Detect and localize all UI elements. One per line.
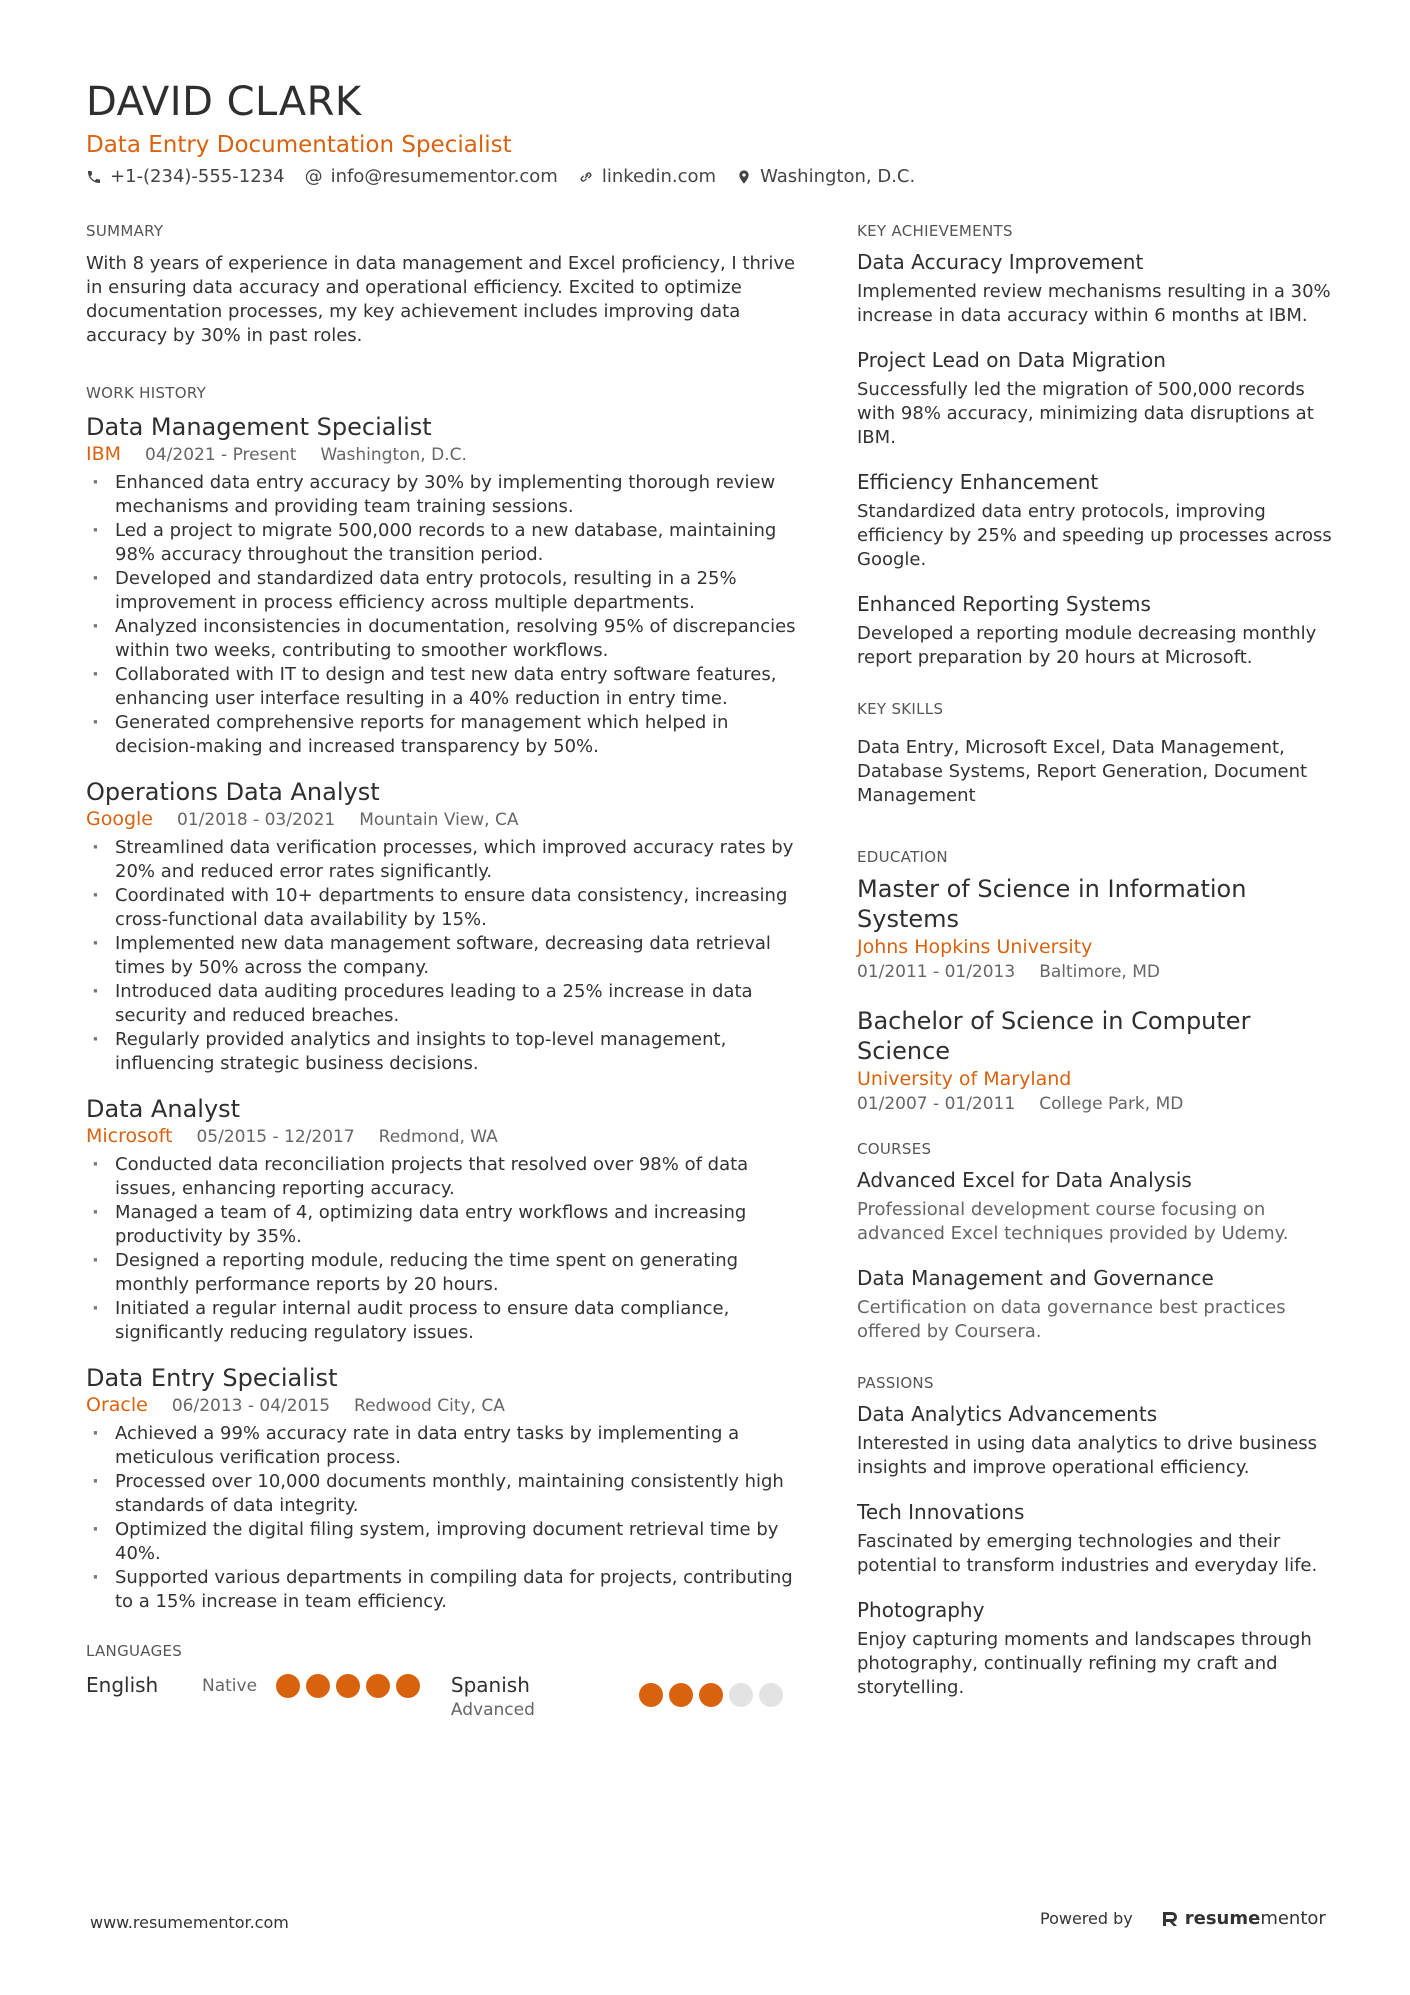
language-name: English <box>86 1673 159 1697</box>
language-name: Spanish <box>450 1673 530 1697</box>
courses-heading: COURSES <box>857 1140 932 1158</box>
achievements-item <box>857 590 1337 670</box>
passions-item-text: Enjoy capturing moments and landscapes through photography, continually refining my craft and storytelling. <box>857 1629 1312 1698</box>
job-dates: 04/2021 - Present <box>145 445 297 465</box>
job-bullet: · Regularly provided analytics and insights to top-level management, influencing strategic business decisions. <box>86 1028 801 1076</box>
language-rating <box>639 1683 783 1707</box>
courses-item-title: Advanced Excel for Data Analysis <box>857 1168 1192 1192</box>
contact-phone[interactable] <box>86 166 285 187</box>
brand-logo[interactable] <box>1161 1908 1326 1929</box>
skills-text: Data Entry, Microsoft Excel, Data Management, Database Systems, Report Generation, Document Management <box>857 737 1308 806</box>
rating-dot-filled <box>366 1674 390 1698</box>
rating-dot-filled <box>699 1683 723 1707</box>
contact-bar <box>86 166 1336 187</box>
rating-dot-filled <box>639 1683 663 1707</box>
job-bullet: · Implemented new data management software, decreasing data retrieval times by 50% across the company. <box>86 932 801 980</box>
job-bullet: · Collaborated with IT to design and test new data entry software features, enhancing user interface resulting in a 40% reduction in entry time. <box>86 663 801 711</box>
location-pin-icon <box>736 169 752 185</box>
achievements-item <box>857 468 1337 572</box>
job-bullet: · Designed a reporting module, reducing the time spent on generating monthly performance reports by 20 hours. <box>86 1249 801 1297</box>
job-bullet: · Managed a team of 4, optimizing data entry workflows and increasing productivity by 35%. <box>86 1201 801 1249</box>
education-school: University of Maryland <box>857 1068 1072 1090</box>
courses-section <box>857 1140 1337 1344</box>
passions-item <box>857 1596 1337 1700</box>
resumementor-logo-icon <box>1161 1910 1179 1928</box>
skills-section <box>857 700 1337 808</box>
education-section <box>857 848 1337 1116</box>
achievements-item-title: Enhanced Reporting Systems <box>857 592 1151 616</box>
courses-item-text: Certification on data governance best practices offered by Coursera. <box>857 1297 1286 1342</box>
education-location: College Park, MD <box>1039 1094 1184 1114</box>
contact-email[interactable] <box>305 166 558 187</box>
brand-rest: mentor <box>1260 1908 1326 1929</box>
job-bullet: · Conducted data reconciliation projects that resolved over 98% of data issues, enhancing reporting accuracy. <box>86 1153 801 1201</box>
work-history-section <box>86 384 801 1614</box>
language-spanish <box>451 1672 801 1722</box>
job-company: IBM <box>86 443 122 465</box>
at-icon: @ <box>304 165 323 187</box>
job-bullet: · Led a project to migrate 500,000 records to a new database, maintaining 98% accuracy throughout the transition period. <box>86 519 801 567</box>
achievements-item <box>857 346 1337 450</box>
job-dates: 06/2013 - 04/2015 <box>171 1396 331 1416</box>
education-school: Johns Hopkins University <box>857 936 1093 958</box>
passions-item-text: Interested in using data analytics to drive business insights and improve operational efficiency. <box>857 1433 1318 1478</box>
phone-text: +1-(234)-555-1234 <box>110 166 285 187</box>
job-title: Data Management Specialist <box>86 413 432 441</box>
achievements-item <box>857 248 1337 328</box>
work-history-heading: WORK HISTORY <box>86 384 207 402</box>
passions-item-title: Tech Innovations <box>857 1500 1025 1524</box>
rating-dot-empty <box>729 1683 753 1707</box>
job-company: Microsoft <box>86 1125 173 1147</box>
achievements-item-text: Successfully led the migration of 500,000 records with 98% accuracy, minimizing data disruptions at IBM. <box>857 379 1314 448</box>
job-bullet: · Initiated a regular internal audit process to ensure data compliance, significantly reducing regulatory issues. <box>86 1297 801 1345</box>
job-meta <box>86 807 801 832</box>
education-meta <box>857 1092 1337 1116</box>
powered-by-label: Powered by <box>1040 1909 1133 1928</box>
job-title: Operations Data Analyst <box>86 778 380 806</box>
achievements-item-title: Efficiency Enhancement <box>857 470 1099 494</box>
language-rating <box>276 1674 420 1698</box>
education-location: Baltimore, MD <box>1039 962 1160 982</box>
job-bullets <box>86 1422 801 1614</box>
job-bullet: · Streamlined data verification processes, which improved accuracy rates by 20% and reduced error rates significantly. <box>86 836 801 884</box>
job-list <box>86 412 801 1614</box>
skills-heading: KEY SKILLS <box>857 700 944 718</box>
passions-item-title: Data Analytics Advancements <box>857 1402 1158 1426</box>
location-text: Washington, D.C. <box>760 166 916 187</box>
job-bullet: · Optimized the digital filing system, improving document retrieval time by 40%. <box>86 1518 801 1566</box>
education-degree: Bachelor of Science in Computer Science <box>857 1007 1251 1065</box>
job-entry <box>86 1363 801 1614</box>
education-heading: EDUCATION <box>857 848 948 866</box>
education-degree: Master of Science in Information Systems <box>857 875 1247 933</box>
achievements-heading: KEY ACHIEVEMENTS <box>857 222 1013 240</box>
job-bullet: · Coordinated with 10+ departments to ensure data consistency, increasing cross-functional data availability by 15%. <box>86 884 801 932</box>
candidate-name: DAVID CLARK <box>86 79 362 125</box>
job-location: Washington, D.C. <box>320 445 467 465</box>
job-bullet: · Introduced data auditing procedures leading to a 25% increase in data security and reduced breaches. <box>86 980 801 1028</box>
language-info <box>451 1672 639 1722</box>
passions-item-text: Fascinated by emerging technologies and their potential to transform industries and everyday life. <box>857 1531 1318 1576</box>
job-meta <box>86 1393 801 1418</box>
achievements-item-title: Project Lead on Data Migration <box>857 348 1166 372</box>
footer-site-link[interactable]: www.resumementor.com <box>90 1913 289 1932</box>
job-bullet: · Supported various departments in compiling data for projects, contributing to a 15% increase in team efficiency. <box>86 1566 801 1614</box>
passions-item-title: Photography <box>857 1598 985 1622</box>
job-bullet: · Analyzed inconsistencies in documentation, resolving 95% of discrepancies within two weeks, contributing to smoother workflows. <box>86 615 801 663</box>
job-entry <box>86 412 801 759</box>
job-dates: 01/2018 - 03/2021 <box>177 810 336 830</box>
language-row <box>86 1672 801 1722</box>
footer-brand <box>1040 1908 1326 1929</box>
education-dates: 01/2007 - 01/2011 <box>857 1094 1016 1114</box>
rating-dot-filled <box>336 1674 360 1698</box>
summary-heading: SUMMARY <box>86 222 164 240</box>
achievements-section <box>857 222 1337 670</box>
passions-item <box>857 1400 1337 1480</box>
job-location: Mountain View, CA <box>359 810 519 830</box>
education-list <box>857 874 1337 1116</box>
rating-dot-empty <box>759 1683 783 1707</box>
passions-item <box>857 1498 1337 1578</box>
achievements-item-text: Standardized data entry protocols, improving efficiency by 25% and speeding up processes across Google. <box>857 501 1332 570</box>
education-item <box>857 1006 1337 1116</box>
email-text: info@resumementor.com <box>330 166 558 187</box>
job-bullet: · Processed over 10,000 documents monthly, maintaining consistently high standards of data integrity. <box>86 1470 801 1518</box>
job-meta <box>86 1124 801 1149</box>
summary-text: With 8 years of experience in data management and Excel proficiency, I thrive in ensuring data accuracy and operational efficiency. Excited to optimize documentation processes, my key achievement includes improving data accuracy by 30% in past roles. <box>86 253 796 346</box>
job-location: Redmond, WA <box>378 1127 498 1147</box>
education-item <box>857 874 1337 984</box>
right-column <box>857 222 1337 1740</box>
job-bullets <box>86 471 801 759</box>
rating-dot-filled <box>306 1674 330 1698</box>
achievements-item-title: Data Accuracy Improvement <box>857 250 1144 274</box>
courses-item-text: Professional development course focusing on advanced Excel techniques provided by Udemy. <box>857 1199 1289 1244</box>
summary-section <box>86 222 801 348</box>
courses-item <box>857 1264 1337 1344</box>
job-entry <box>86 777 801 1076</box>
job-company: Oracle <box>86 1394 148 1416</box>
link-icon <box>578 169 594 185</box>
rating-dot-filled <box>396 1674 420 1698</box>
job-meta <box>86 442 801 467</box>
job-location: Redwood City, CA <box>354 1396 505 1416</box>
phone-icon <box>86 169 102 185</box>
candidate-role: Data Entry Documentation Specialist <box>86 132 512 158</box>
language-level: Native <box>202 1676 258 1696</box>
achievement-list <box>857 248 1337 670</box>
job-bullets <box>86 836 801 1076</box>
language-level: Advanced <box>450 1700 535 1720</box>
languages-section <box>86 1642 801 1722</box>
rating-dot-filled <box>276 1674 300 1698</box>
job-title: Data Analyst <box>86 1095 241 1123</box>
achievements-item-text: Implemented review mechanisms resulting in a 30% increase in data accuracy within 6 months at IBM. <box>857 281 1331 326</box>
contact-location <box>736 166 915 187</box>
education-dates: 01/2011 - 01/2013 <box>857 962 1016 982</box>
linkedin-text: linkedin.com <box>601 166 717 187</box>
course-list <box>857 1166 1337 1344</box>
education-meta <box>857 960 1337 984</box>
job-entry <box>86 1094 801 1345</box>
brand-bold: resume <box>1184 1908 1261 1929</box>
job-bullet: · Generated comprehensive reports for management which helped in decision-making and increased transparency by 50%. <box>86 711 801 759</box>
passions-section <box>857 1374 1337 1700</box>
passions-heading: PASSIONS <box>857 1374 934 1392</box>
job-dates: 05/2015 - 12/2017 <box>196 1127 355 1147</box>
courses-item <box>857 1166 1337 1246</box>
language-english <box>86 1672 451 1698</box>
courses-item-title: Data Management and Governance <box>857 1266 1214 1290</box>
job-title: Data Entry Specialist <box>86 1364 338 1392</box>
job-company: Google <box>86 808 154 830</box>
rating-dot-filled <box>669 1683 693 1707</box>
left-column <box>86 222 801 1722</box>
job-bullets <box>86 1153 801 1345</box>
achievements-item-text: Developed a reporting module decreasing monthly report preparation by 20 hours at Microsoft. <box>857 623 1317 668</box>
header <box>86 76 1336 187</box>
languages-heading: LANGUAGES <box>86 1642 183 1660</box>
contact-linkedin[interactable] <box>578 166 716 187</box>
job-bullet: · Achieved a 99% accuracy rate in data entry tasks by implementing a meticulous verification process. <box>86 1422 801 1470</box>
passion-list <box>857 1400 1337 1700</box>
job-bullet: · Developed and standardized data entry protocols, resulting in a 25% improvement in process efficiency across multiple departments. <box>86 567 801 615</box>
job-bullet: · Enhanced data entry accuracy by 30% by implementing thorough review mechanisms and providing team training sessions. <box>86 471 801 519</box>
